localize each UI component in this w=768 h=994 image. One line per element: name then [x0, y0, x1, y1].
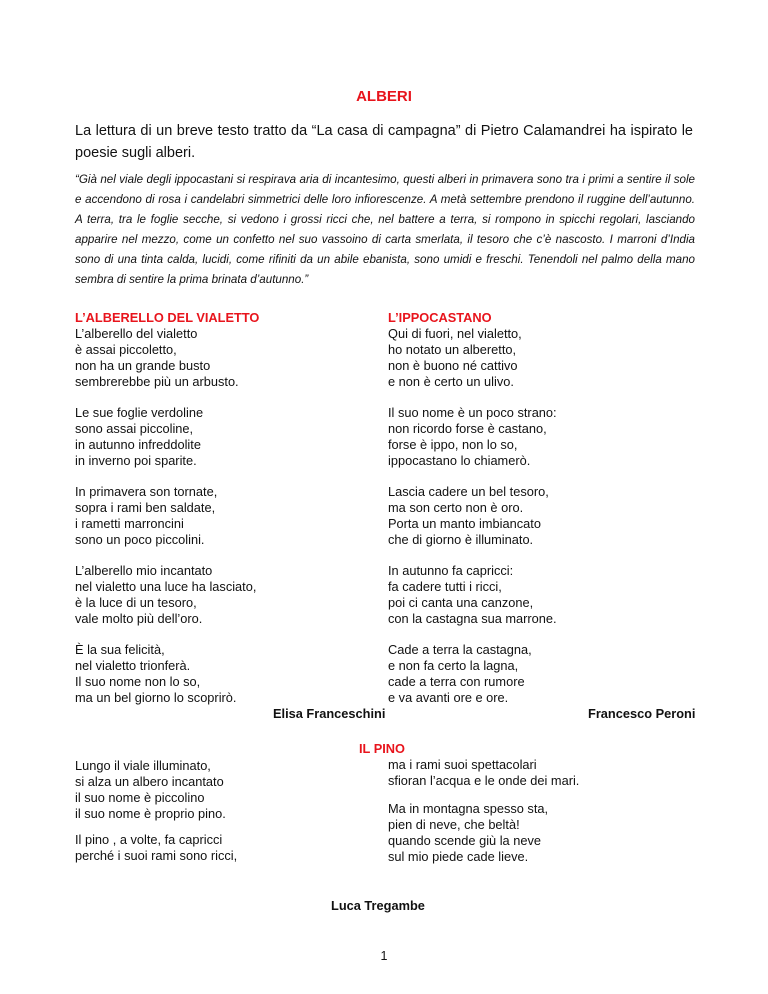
- poem3-stanza: Lungo il viale illuminato, si alza un albero incantato il suo nome è piccolino il suo nome è proprio pino.: [75, 758, 226, 821]
- page-number: 1: [380, 949, 388, 963]
- poem1-author: Elisa Franceschini: [273, 706, 386, 721]
- poem2-stanza: Cade a terra la castagna, e non fa certo la lagna, cade a terra con rumore e va avanti ore e ore.: [388, 642, 532, 705]
- poem2-stanza: In autunno fa capricci: fa cadere tutti i ricci, poi ci canta una canzone, con la castagna sua marrone.: [388, 563, 557, 626]
- poem1-stanza: È la sua felicità, nel vialetto trionferà. Il suo nome non lo so, ma un bel giorno lo scoprirò.: [75, 642, 237, 705]
- poem2-stanza: Il suo nome è un poco strano: non ricordo forse è castano, forse è ippo, non lo so, ippocastano lo chiamerò.: [388, 405, 557, 468]
- poem2-title: L’IPPOCASTANO: [388, 310, 492, 325]
- poem3-stanza: ma i rami suoi spettacolari sfioran l’acqua e le onde dei mari.: [388, 757, 580, 788]
- poem2-author: Francesco Peroni: [588, 706, 696, 721]
- poem1-stanza: In primavera son tornate, sopra i rami ben saldate, i rametti marroncini sono un poco piccolini.: [75, 484, 218, 547]
- poem3-stanza: Ma in montagna spesso sta, pien di neve, che beltà! quando scende giù la neve sul mio piede cade lieve.: [388, 801, 549, 864]
- document-title: ALBERI: [356, 88, 412, 105]
- poem2-stanza: Lascia cadere un bel tesoro, ma son certo non è oro. Porta un manto imbiancato che di giorno è illuminato.: [388, 484, 549, 547]
- intro-paragraph: La lettura di un breve testo tratto da “La casa di campagna” di Pietro Calamandrei ha ispirato le poesie sugli alberi.: [75, 123, 693, 161]
- poem1-stanza: Le sue foglie verdoline sono assai piccoline, in autunno infreddolite in inverno poi sparite.: [75, 405, 204, 468]
- poem2-stanza: Qui di fuori, nel vialetto, ho notato un alberetto, non è buono né cattivo e non è certo un ulivo.: [388, 326, 522, 389]
- poem1-stanza: L’alberello del vialetto è assai piccoletto, non ha un grande busto sembrerebbe più un arbusto.: [75, 326, 239, 389]
- quote-paragraph: “Già nel viale degli ippocastani si respirava aria di incantesimo, questi alberi in primavera sono tra i primi a sentire il sole e accendono di rosa i candelabri simmetrici delle loro infiorescenze. A metà settembre prendono il ruggine dell’autunno. A terra, tra le foglie secche, si vedono i grossi ricci che, nel battere a terra, si rompono in spicchi regolari, lasciando apparire nel mezzo, come un confetto nel suo vassoino di carta smerlata, il tesoro che c’è nascosto. I marroni d’India sono di una tinta calda, lucidi, come rifiniti da un abile ebanista, sono umidi e freschi. Tenendoli nel palmo della mano sembra di sentire la prima brinata d’autunno.”: [75, 173, 695, 286]
- poem1-title: L’ALBERELLO DEL VIALETTO: [75, 310, 260, 325]
- poem3-author: Luca Tregambe: [331, 898, 425, 913]
- poem3-title: IL PINO: [359, 741, 405, 756]
- poem1-stanza: L’alberello mio incantato nel vialetto una luce ha lasciato, è la luce di un tesoro, vale molto più dell’oro.: [75, 563, 257, 626]
- poem3-stanza: Il pino , a volte, fa capricci perché i suoi rami sono ricci,: [75, 832, 238, 863]
